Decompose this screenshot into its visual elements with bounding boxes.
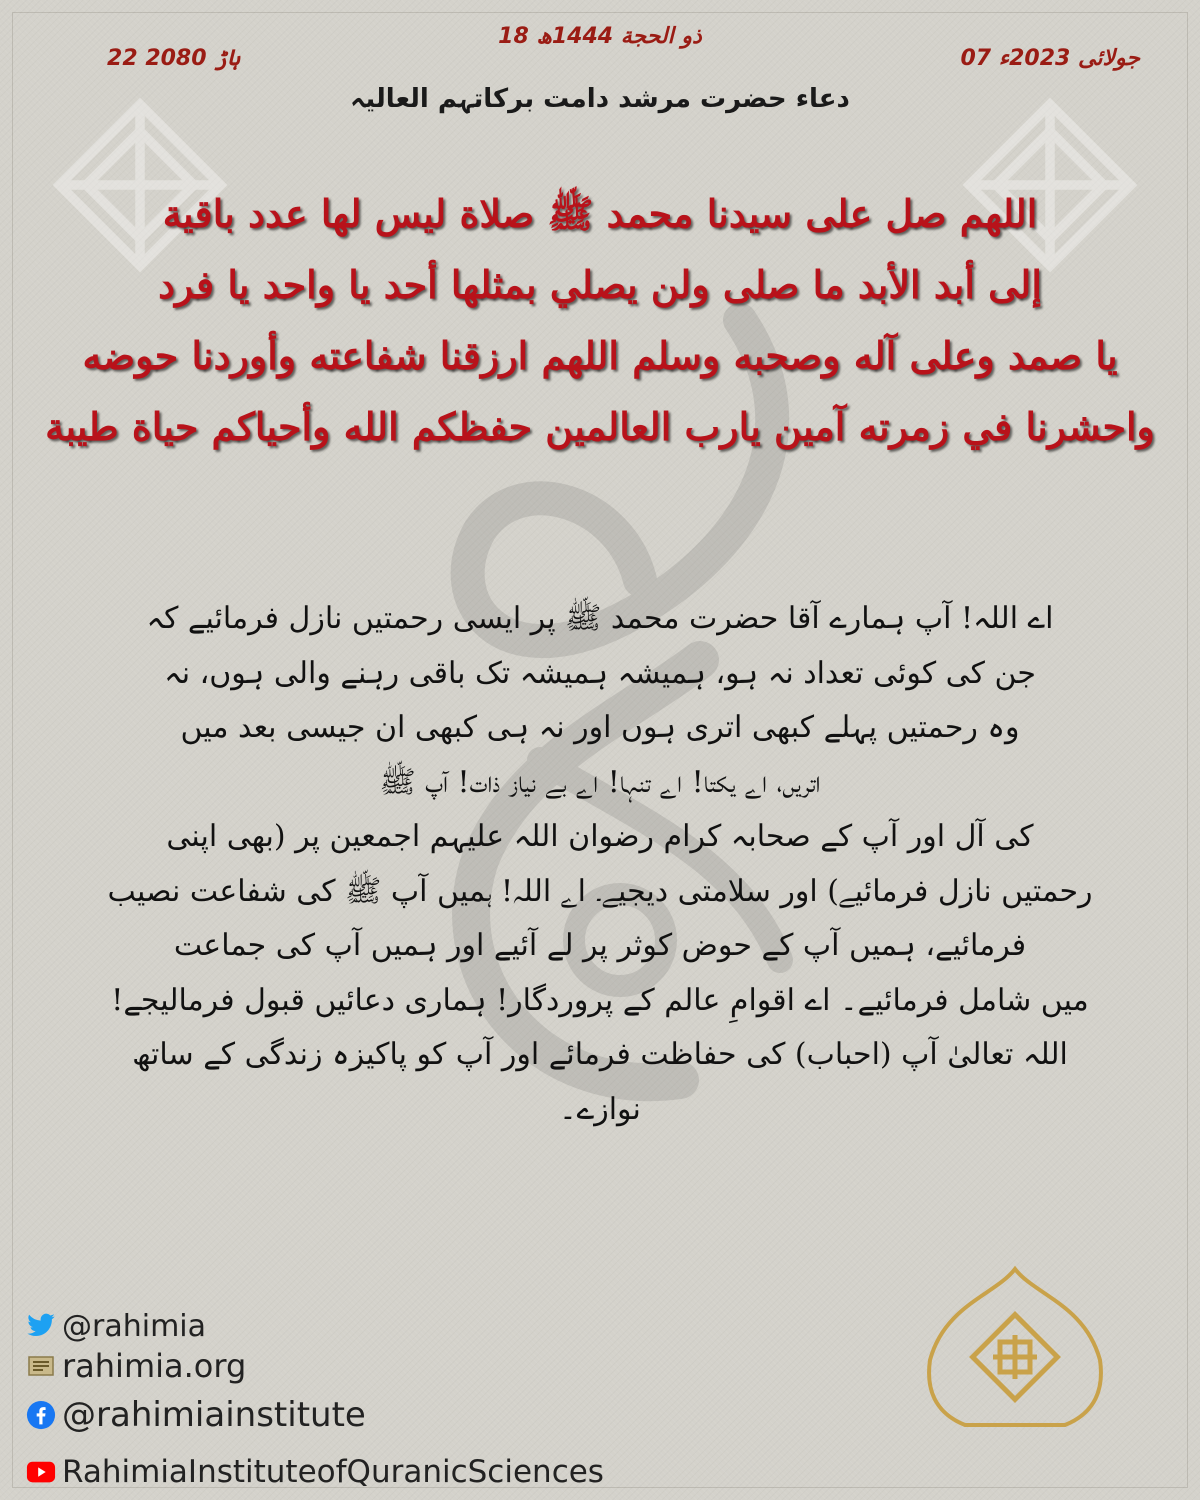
youtube-channel: RahimiaInstituteofQuranicSciences <box>62 1454 604 1490</box>
arabic-line: اللهم صل على سيدنا محمد ﷺ صلاة ليس لها عدد باقية <box>162 191 1038 236</box>
youtube-link[interactable] <box>26 1452 604 1492</box>
youtube-icon <box>26 1457 56 1487</box>
arabic-line: إلى أبد الأبد ما صلى ولن يصلي بمثلها أحد يا واحد يا فرد <box>158 262 1042 307</box>
urdu-line: وہ رحمتیں پہلے کبھی اتری ہوں اور نہ ہی کبھی ان جیسی بعد میں <box>180 710 1020 745</box>
dua-heading: دعاء حضرت مرشد دامت برکاتہم العالیہ <box>350 84 850 114</box>
urdu-line: جن کی کوئی تعداد نہ ہو، ہمیشہ ہمیشہ تک باقی رہنے والی ہوں، نہ <box>164 655 1036 691</box>
twitter-icon <box>26 1311 56 1341</box>
facebook-icon <box>26 1400 56 1430</box>
urdu-line: رحمتیں نازل فرمائیے) اور سلامتی دیجیے۔ اے اللہ! ہمیں آپ ﷺ کی شفاعت نصیب <box>107 873 1093 909</box>
hijri-date: 18 ذو الحجة 1444ھ <box>498 24 702 49</box>
bikram-date: 22 ہاڑ 2080 <box>107 46 240 71</box>
twitter-link[interactable] <box>26 1306 206 1346</box>
urdu-line: میں شامل فرمائیے۔ اے اقوامِ عالم کے پروردگار! ہماری دعائیں قبول فرمالیجے! <box>111 982 1089 1018</box>
urdu-line: اے اللہ! آپ ہمارے آقا حضرت محمد ﷺ پر ایسی رحمتیں نازل فرمائیے کہ <box>146 601 1054 636</box>
facebook-handle: @rahimiainstitute <box>62 1395 366 1435</box>
facebook-link[interactable] <box>26 1395 366 1435</box>
website-link[interactable] <box>26 1346 246 1386</box>
twitter-handle: @rahimia <box>62 1308 207 1344</box>
urdu-line: فرمائیے، ہمیں آپ کے حوض کوثر پر لے آئیے اور ہمیں آپ کی جماعت <box>173 928 1027 963</box>
urdu-line: اللہ تعالیٰ آپ (احباب) کی حفاظت فرمائے اور آپ کو پاکیزہ زندگی کے ساتھ <box>132 1037 1068 1072</box>
urdu-line: کی آل اور آپ کے صحابہ کرام رضوان اللہ علیہم اجمعین پر (بھی اپنی <box>166 819 1034 854</box>
rahimia-logo <box>915 1265 1115 1490</box>
urdu-line: نوازے۔ <box>559 1091 641 1127</box>
arabic-line: واحشرنا في زمرته آمين يارب العالمين حفظكم الله وأحياكم حياة طيبة <box>45 404 1155 449</box>
website-icon <box>26 1351 56 1381</box>
arabic-line: يا صمد وعلى آله وصحبه وسلم اللهم ارزقنا شفاعته وأوردنا حوضه <box>82 333 1118 378</box>
gregorian-date: 07 جولائی 2023ء <box>960 46 1140 71</box>
urdu-line: اتریں، اے یکتا! اے تنہا! اے بے نیاز ذات! آپ ﷺ <box>379 764 821 800</box>
urdu-translation <box>60 592 1140 1137</box>
website-url: rahimia.org <box>62 1347 247 1385</box>
arabic-dua <box>40 178 1160 462</box>
